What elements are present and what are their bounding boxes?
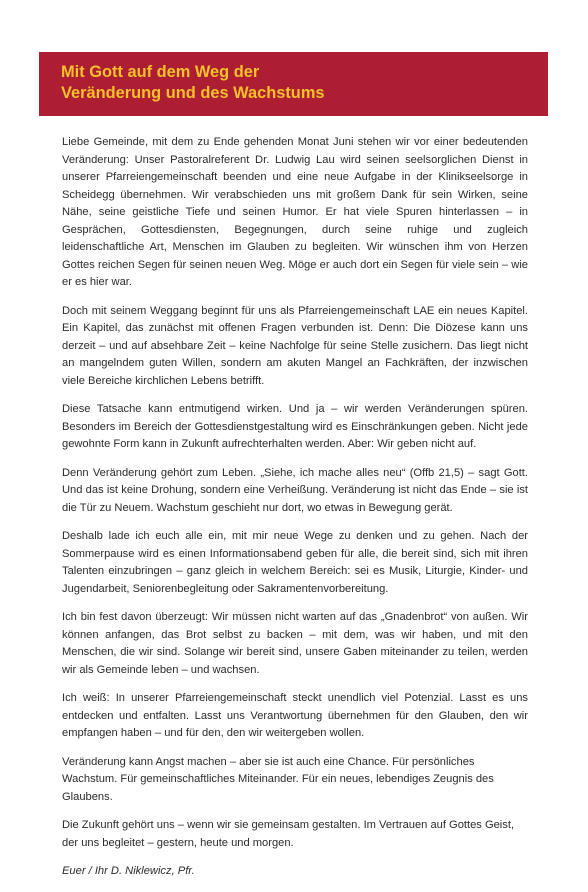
paragraph-future: Die Zukunft gehört uns – wenn wir sie gemeinsam gestalten. Im Vertrauen auf Gottes Geist, der uns begleitet – gestern, heute und morgen. [62,819,515,849]
paragraph-discouraging: Diese Tatsache kann entmutigend wirken. Und ja – wir werden Veränderungen spüren. Besonders im Bereich der Gottesdienstgestaltung wird es Einschränkungen geben. Nicht jede gewohnte Form kann in Zukunft aufrechterhalten werden. Aber: Wir geben nicht auf. [62,403,528,450]
signature: Euer / Ihr D. Niklewicz, Pfr. [62,865,195,877]
paragraph-new-chapter: Doch mit seinem Weggang beginnt für uns als Pfarreiengemeinschaft LAE ein neues Kapitel. Ein Kapitel, das zunächst mit offenen Fragen verbunden ist. Denn: Die Diözese kann uns derzeit – und auf absehbare Zeit – keine Nachfolge für seine Stelle zusichern. Das liegt nicht an mangelndem guten Willen, sondern am akuten Mangel an Fachkräften, der inzwischen viele Bereiche kirchlichen Lebens betrifft. [62,304,528,387]
title-banner [39,52,548,116]
paragraph-chance: Veränderung kann Angst machen – aber sie ist auch eine Chance. Für persönliches Wachstum. Für gemeinschaftliches Miteinander. Für ein neues, lebendiges Zeugnis des Glaubens. [62,755,494,803]
paragraph-greeting: Liebe Gemeinde, mit dem zu Ende gehenden Monat Juni stehen wir vor einer bedeutenden Veränderung: Unser Pastoralreferent Dr. Ludwig Lau wird seinen seelsorglichen Dienst in unserer Pfarreiengemeinschaft beenden und eine neue Aufgabe in der Klinikseelsorge in Scheidegg übernehmen. Wir verabschieden uns mit großem Dank für sein Wirken, seine Nähe, seine geistliche Tiefe und seinen Humor. Er hat viele Spuren hinterlassen – in Gesprächen, Gottesdiensten, Begegnungen, durch seine ruhige und zugleich leidenschaftliche Art, Menschen im Glauben zu begleiten. Wir wünschen ihm von Herzen Gottes reichen Segen für seinen neuen Weg. Möge er auch dort ein Segen für viele sein – wie er es hier war. [62,136,528,288]
title-line-1: Mit Gott auf dem Weg der [61,63,260,81]
paragraph-invitation: Deshalb lade ich euch alle ein, mit mir neue Wege zu denken und zu gehen. Nach der Sommerpause wird es einen Informationsabend geben für alle, die bereit sind, sich mit ihren Talenten einzubringen – ganz gleich in welchem Bereich: sei es Musik, Liturgie, Kinder- und Jugendarbeit, Seniorenbegleitung oder Sakramentenvorbereitung. [62,530,528,595]
paragraph-change-life: Denn Veränderung gehört zum Leben. „Siehe, ich mache alles neu“ (Offb 21,5) – sagt Gott. Und das ist keine Drohung, sondern eine Verheißung. Veränderung ist nicht das Ende – sie ist die Tür zu Neuem. Wachstum geschieht nur dort, wo etwas in Bewegung gerät. [62,466,528,514]
paragraph-potential: Ich weiß: In unserer Pfarreiengemeinschaft steckt unendlich viel Potenzial. Lasst es uns entdecken und entfalten. Lasst uns Verantwortung übernehmen für den Glauben, den wir empfangen haben – und für den, den wir weitergeben wollen. [62,692,528,739]
paragraph-conviction: Ich bin fest davon überzeugt: Wir müssen nicht warten auf das „Gnadenbrot“ von außen. Wir können anfangen, das Brot selbst zu backen – mit dem, was wir haben, und mit den Menschen, die wir sind. Solange wir bereit sind, unsere Gaben miteinander zu teilen, werden wir als Gemeinde leben – und wachsen. [62,611,528,676]
page-title [61,62,325,104]
letter-body [62,134,528,892]
title-line-2: Veränderung und des Wachstums [61,84,325,102]
